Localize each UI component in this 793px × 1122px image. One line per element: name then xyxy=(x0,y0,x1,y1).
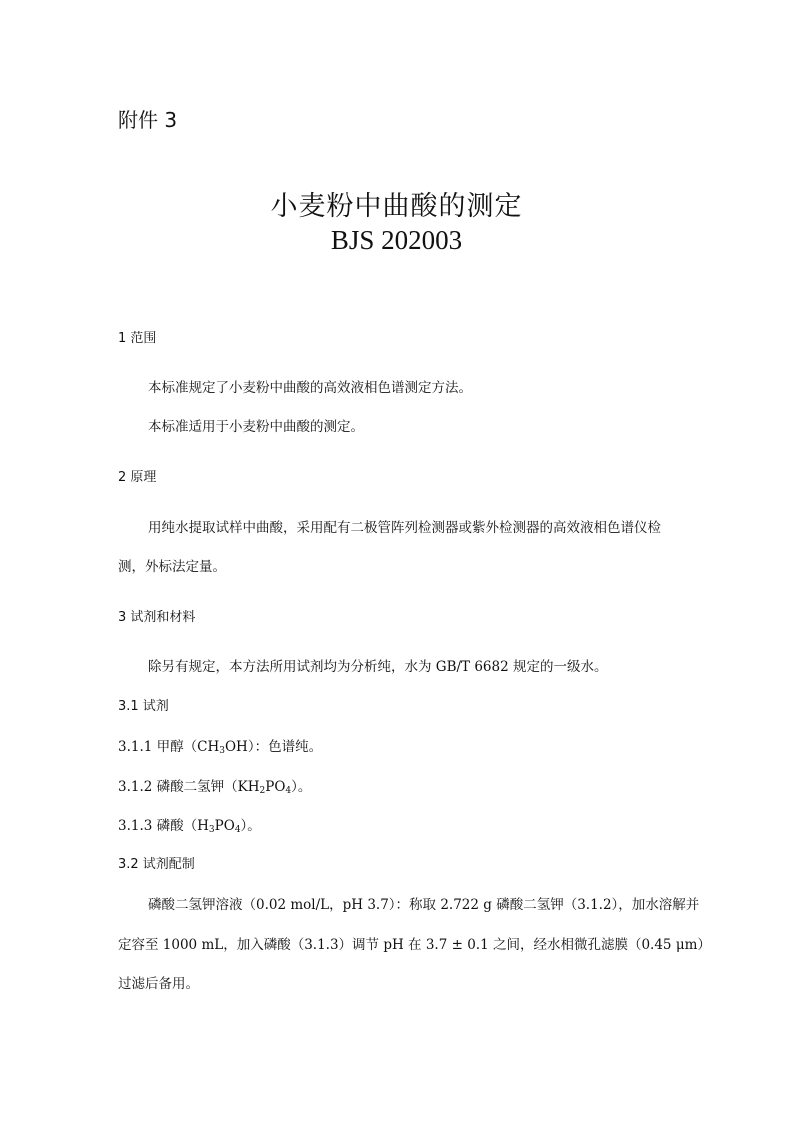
section-3-1-heading: 3.1 试剂 xyxy=(118,699,169,714)
preparation-line-3: 过滤后备用。 xyxy=(118,976,199,992)
section-3-paragraph-1: 除另有规定，本方法所用试剂均为分析纯，水为 GB/T 6682 规定的一级水。 xyxy=(148,659,608,675)
preparation-line-2: 定容至 1000 mL，加入磷酸（3.1.3）调节 pH 在 3.7 ± 0.1 之间，经水相微孔滤膜（0.45 μm） xyxy=(118,937,711,953)
section-2-paragraph-line-1: 用纯水提取试样中曲酸，采用配有二极管阵列检测器或紫外检测器的高效液相色谱仪检 xyxy=(148,520,661,536)
reagent-3-1-2: 3.1.2 磷酸二氢钾$(KH_2PO_4)$。 xyxy=(118,779,312,796)
document-title: 小麦粉中曲酸的测定 xyxy=(270,191,523,222)
section-1-paragraph-2: 本标准适用于小麦粉中曲酸的测定。 xyxy=(148,419,364,435)
preparation-line-1: 磷酸二氢钾溶液（0.02 mol/L，pH 3.7）：称取 2.722 g 磷酸二氢钾（3.1.2），加水溶解并 xyxy=(148,897,700,913)
reagent-3-1-1: 3.1.1 甲醇$(CH_3OH)$：色谱纯。 xyxy=(118,739,323,756)
section-3-heading: 3 试剂和材料 xyxy=(118,610,196,625)
section-2-paragraph-line-2: 测，外标法定量。 xyxy=(118,559,226,575)
section-2-heading: 2 原理 xyxy=(118,470,157,485)
standard-code: BJS 202003 xyxy=(330,225,463,255)
annex-label: 附件 3 xyxy=(118,108,178,132)
section-1-paragraph-1: 本标准规定了小麦粉中曲酸的高效液相色谱测定方法。 xyxy=(148,380,472,396)
reagent-3-1-3: 3.1.3 磷酸$(H_3PO_4)$。 xyxy=(118,818,261,835)
section-3-2-heading: 3.2 试剂配制 xyxy=(118,857,195,872)
section-1-heading: 1 范围 xyxy=(118,331,157,346)
